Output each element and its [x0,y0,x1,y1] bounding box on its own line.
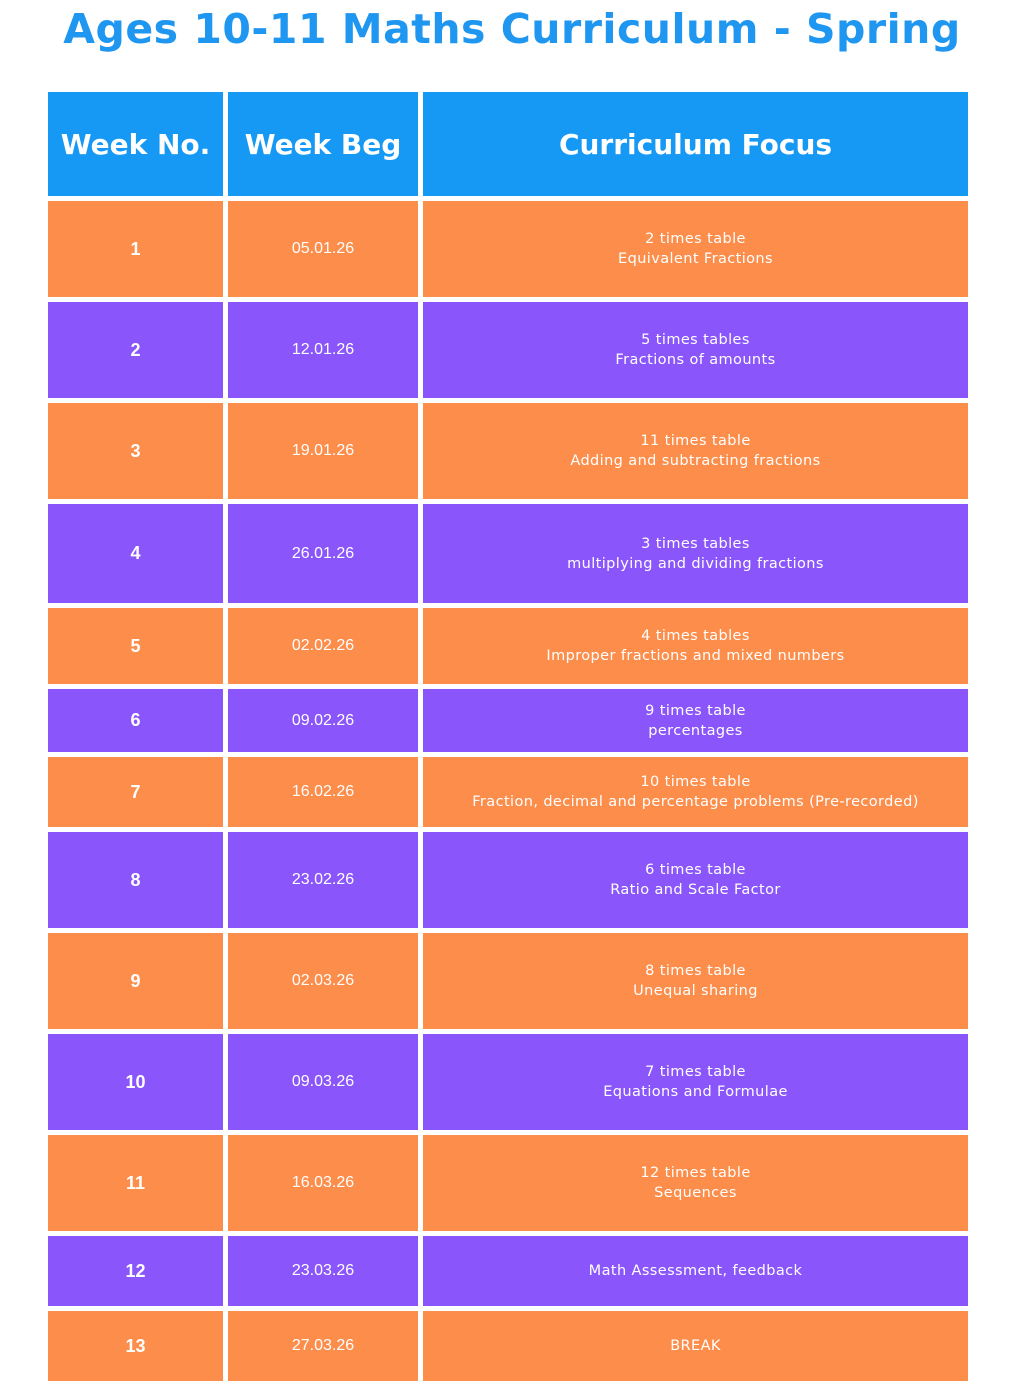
week-number-cell: 1 [48,201,223,297]
week-beginning-cell: 09.02.26 [228,689,418,752]
table-row [48,201,968,297]
curriculum-focus-cell [423,1135,968,1231]
table-row [48,1034,968,1130]
focus-line: multiplying and dividing fractions [567,555,824,572]
week-beginning-cell: 19.01.26 [228,403,418,499]
focus-line: Equations and Formulae [603,1084,788,1100]
week-beginning-cell: 26.01.26 [228,504,418,603]
focus-line: 12 times table [640,1165,751,1181]
curriculum-table [48,92,968,1386]
header-week-beg: Week Beg [228,92,418,196]
header-curriculum-focus: Curriculum Focus [423,92,968,196]
week-number-cell: 3 [48,403,223,499]
focus-line: Fraction, decimal and percentage problems (Pre-recorded) [472,794,919,810]
focus-line: 5 times tables [641,332,750,348]
focus-line: 7 times table [645,1064,746,1080]
week-beginning-cell: 05.01.26 [228,201,418,297]
week-beginning-cell: 02.02.26 [228,608,418,684]
focus-line: 6 times table [645,862,746,878]
curriculum-focus-cell [423,608,968,684]
focus-line: percentages [648,722,743,739]
table-row [48,1135,968,1231]
curriculum-focus-cell [423,933,968,1029]
week-number-cell: 11 [48,1135,223,1231]
curriculum-focus-cell [423,832,968,928]
focus-line: 9 times table [645,702,746,719]
week-beginning-cell: 16.02.26 [228,757,418,827]
table-header-row [48,92,968,196]
week-number-cell: 8 [48,832,223,928]
focus-line: 3 times tables [641,535,750,552]
week-number-cell: 9 [48,933,223,1029]
focus-line: Sequences [654,1185,737,1201]
table-row [48,1236,968,1306]
week-number-cell: 7 [48,757,223,827]
focus-line: Adding and subtracting fractions [570,453,821,469]
page-title: Ages 10-11 Maths Curriculum - Spring [63,5,961,53]
curriculum-focus-cell [423,1311,968,1381]
focus-line: 11 times table [640,433,751,449]
table-row [48,757,968,827]
focus-line: 10 times table [640,774,751,790]
curriculum-focus-cell [423,689,968,752]
curriculum-focus-cell [423,504,968,603]
week-beginning-cell: 09.03.26 [228,1034,418,1130]
curriculum-focus-cell [423,757,968,827]
table-row [48,832,968,928]
focus-line: Fractions of amounts [615,352,776,368]
focus-line: Improper fractions and mixed numbers [546,648,845,664]
focus-line: BREAK [670,1338,721,1354]
curriculum-focus-cell [423,201,968,297]
table-row [48,403,968,499]
focus-line: Math Assessment, feedback [588,1263,803,1279]
week-number-cell: 5 [48,608,223,684]
table-row [48,933,968,1029]
week-beginning-cell: 23.03.26 [228,1236,418,1306]
focus-line: Equivalent Fractions [618,251,773,267]
focus-line: Unequal sharing [633,983,758,999]
week-number-cell: 10 [48,1034,223,1130]
week-number-cell: 13 [48,1311,223,1381]
week-number-cell: 4 [48,504,223,603]
header-week-no: Week No. [48,92,223,196]
curriculum-focus-cell [423,302,968,398]
curriculum-focus-cell [423,1034,968,1130]
table-row [48,1311,968,1381]
week-beginning-cell: 23.02.26 [228,832,418,928]
week-beginning-cell: 12.01.26 [228,302,418,398]
focus-line: Ratio and Scale Factor [610,882,781,898]
table-row [48,608,968,684]
table-row [48,689,968,752]
focus-line: 2 times table [645,231,746,247]
week-beginning-cell: 02.03.26 [228,933,418,1029]
table-row [48,302,968,398]
week-beginning-cell: 27.03.26 [228,1311,418,1381]
focus-line: 4 times tables [641,628,750,644]
week-number-cell: 2 [48,302,223,398]
week-number-cell: 12 [48,1236,223,1306]
curriculum-focus-cell [423,403,968,499]
focus-line: 8 times table [645,963,746,979]
table-row [48,504,968,603]
week-beginning-cell: 16.03.26 [228,1135,418,1231]
week-number-cell: 6 [48,689,223,752]
curriculum-focus-cell [423,1236,968,1306]
